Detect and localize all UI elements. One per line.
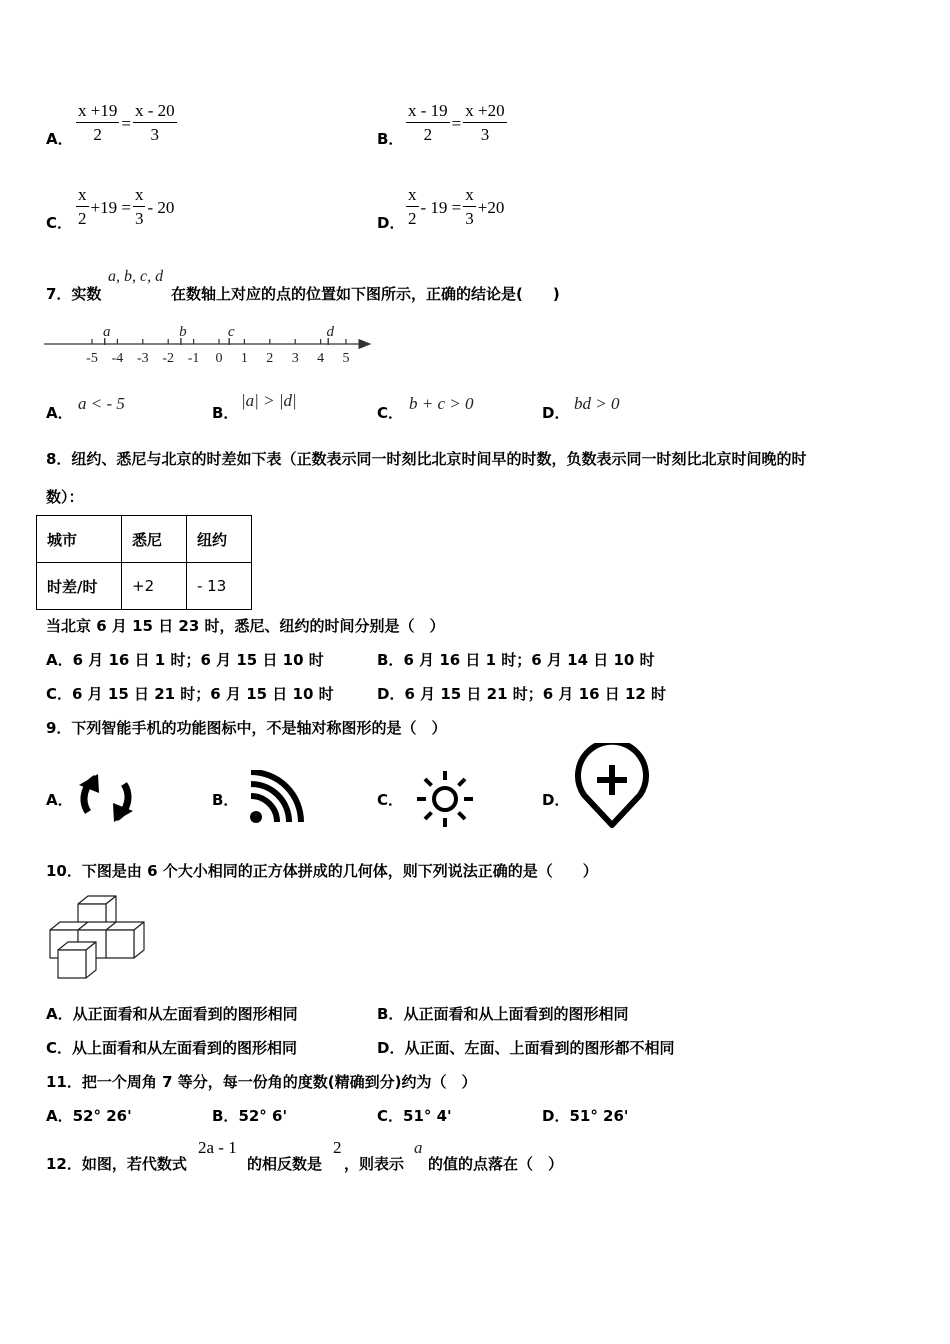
denominator: 2 xyxy=(78,209,87,228)
question-8-question: 当北京 6 月 15 日 23 时，悉尼、纽约的时间分别是（ ） xyxy=(46,617,445,635)
equals-sign: = xyxy=(121,113,131,133)
option-text: 52° 6' xyxy=(238,1107,288,1125)
equation-d xyxy=(406,184,504,231)
option-label: C． xyxy=(46,1039,73,1057)
number-line-tick-label: -1 xyxy=(187,351,200,366)
q7-option-a-label: A． xyxy=(46,404,73,422)
q10-option-d xyxy=(377,1037,674,1058)
option-label: B． xyxy=(212,1107,239,1125)
wifi-signal-icon xyxy=(246,770,304,830)
q11-option-b xyxy=(212,1105,287,1126)
option-label: C． xyxy=(377,1107,404,1125)
q7-option-b-label: B． xyxy=(212,404,239,422)
equals-sign: = xyxy=(451,113,462,133)
equation-a xyxy=(76,100,177,147)
option-text: 6 月 15 日 21 时；6 月 16 日 12 时 xyxy=(404,685,667,703)
question-7-prefix: 7．实数 xyxy=(46,285,102,303)
q10-option-c xyxy=(46,1037,297,1058)
q9-option-a-label: A． xyxy=(46,791,73,809)
number-line-tick-label: 3 xyxy=(291,351,299,366)
option-label: B． xyxy=(377,651,404,669)
option-b-label: B． xyxy=(377,130,404,148)
option-text: 6 月 16 日 1 时；6 月 14 日 10 时 xyxy=(403,651,655,669)
table-cell: +2 xyxy=(122,563,187,610)
q11-option-a xyxy=(46,1105,132,1126)
number-line-tick-label: -3 xyxy=(136,351,149,366)
option-c-label: C． xyxy=(46,214,73,232)
q7-option-c-math: b + c > 0 xyxy=(409,394,474,413)
q8-option-a xyxy=(46,649,324,670)
equation-b xyxy=(406,100,507,147)
numerator: x xyxy=(76,184,89,207)
number-line-point-label-d: d xyxy=(326,324,334,340)
number-line-tick-label: -5 xyxy=(86,351,98,366)
option-label: C． xyxy=(46,685,73,703)
option-text: 从正面看和从上面看到的图形相同 xyxy=(403,1005,629,1023)
expr-text: 2a - 1 xyxy=(198,1138,237,1157)
number-line-tick-label: 0 xyxy=(215,351,223,366)
question-12-var: a xyxy=(414,1138,423,1157)
question-8-stem-line2: 数）： xyxy=(46,488,84,506)
equation-c xyxy=(76,184,174,231)
equation-tail: - 20 xyxy=(147,197,175,217)
numerator: x +19 xyxy=(76,100,119,123)
question-12-mid: 的相反数是 xyxy=(247,1155,323,1173)
option-label: A． xyxy=(46,1107,73,1125)
question-7-vars: a, b, c, d xyxy=(108,268,164,285)
q10-option-b xyxy=(377,1003,628,1024)
q10-option-a xyxy=(46,1003,298,1024)
option-text: 从正面、左面、上面看到的图形都不相同 xyxy=(404,1039,675,1057)
add-location-icon xyxy=(574,743,650,831)
brightness-icon xyxy=(414,768,476,830)
option-text: 52° 26' xyxy=(72,1107,132,1125)
numerator: x - 20 xyxy=(133,100,177,123)
numerator: x +20 xyxy=(463,100,506,123)
option-label: A． xyxy=(46,1005,73,1023)
numerator: x - 19 xyxy=(406,100,450,123)
number-line-point-label-c: c xyxy=(227,324,235,340)
question-10-stem: 10．下图是由 6 个大小相同的正方体拼成的几何体，则下列说法正确的是（ ） xyxy=(46,862,598,880)
q8-option-b xyxy=(377,649,655,670)
q7-option-b-math: |a| > |d| xyxy=(241,391,297,410)
option-text: 6 月 15 日 21 时；6 月 15 日 10 时 xyxy=(72,685,334,703)
denominator: 3 xyxy=(465,209,474,228)
number-line-tick-label: 1 xyxy=(240,351,248,366)
number-line-tick-label: -2 xyxy=(162,351,175,366)
q7-option-d-math: bd > 0 xyxy=(574,394,620,413)
table-cell: 悉尼 xyxy=(122,516,187,563)
option-text: 从上面看和从左面看到的图形相同 xyxy=(72,1039,298,1057)
denominator: 2 xyxy=(408,209,417,228)
table-cell: 纽约 xyxy=(187,516,252,563)
q7-option-a-math: a < - 5 xyxy=(78,394,125,413)
option-a-label: A． xyxy=(46,130,73,148)
number-line-tick-label: 4 xyxy=(317,351,325,366)
time-difference-table xyxy=(36,515,252,610)
number-line-point-label-b: b xyxy=(179,324,187,340)
number-line-tick-label: -4 xyxy=(111,351,124,366)
q9-option-c-label: C． xyxy=(377,791,404,809)
refresh-icon xyxy=(74,766,138,830)
option-text: 6 月 16 日 1 时；6 月 15 日 10 时 xyxy=(72,651,324,669)
equation-middle: +19 = xyxy=(90,197,131,217)
number-line-tick-label: 2 xyxy=(266,351,274,366)
option-d-label: D． xyxy=(377,214,405,232)
table-header-row xyxy=(37,516,252,563)
denominator: 3 xyxy=(134,209,144,228)
option-label: D． xyxy=(542,1107,570,1125)
equation-middle: - 19 = xyxy=(420,197,462,217)
q8-option-d xyxy=(377,683,666,704)
denominator: 2 xyxy=(93,125,102,144)
question-12-expression xyxy=(198,1138,237,1158)
numerator: x xyxy=(406,184,419,207)
q7-option-d-label: D． xyxy=(542,404,570,422)
option-label: D． xyxy=(377,685,405,703)
number-line-tick-label: 5 xyxy=(342,351,350,366)
table-row xyxy=(37,563,252,610)
question-8-stem-line1: 8．纽约、悉尼与北京的时差如下表（正数表示同一时刻比北京时间早的时数，负数表示同一时刻比北京时间晚的时 xyxy=(46,450,807,468)
question-12-prefix: 12．如图，若代数式 xyxy=(46,1155,187,1173)
question-7-suffix: 在数轴上对应的点的位置如下图所示，正确的结论是( ) xyxy=(171,285,560,303)
question-11-stem: 11．把一个周角 7 等分，每一份角的度数(精确到分)约为（ ） xyxy=(46,1073,477,1091)
question-12-mid2: ，则表示 xyxy=(344,1155,405,1173)
option-text: 51° 4' xyxy=(403,1107,452,1125)
numerator: x xyxy=(133,184,146,207)
cube-figure xyxy=(44,892,154,988)
question-9-stem: 9．下列智能手机的功能图标中，不是轴对称图形的是（ ） xyxy=(46,719,447,737)
option-text: 从正面看和从左面看到的图形相同 xyxy=(72,1005,298,1023)
q8-option-c xyxy=(46,683,334,704)
option-label: D． xyxy=(377,1039,405,1057)
table-cell: 城市 xyxy=(37,516,122,563)
number-line xyxy=(40,318,380,374)
denominator: 3 xyxy=(150,125,160,144)
option-label: A． xyxy=(46,651,73,669)
question-12-value: 2 xyxy=(333,1138,342,1157)
number-line-point-label-a: a xyxy=(102,324,111,340)
q7-option-c-label: C． xyxy=(377,404,404,422)
option-text: 51° 26' xyxy=(569,1107,629,1125)
option-label: B． xyxy=(377,1005,404,1023)
equation-tail: +20 xyxy=(477,197,505,217)
table-cell: 时差/时 xyxy=(37,563,122,610)
table-cell: - 13 xyxy=(187,563,252,610)
q9-option-b-label: B． xyxy=(212,791,239,809)
q11-option-d xyxy=(542,1105,629,1126)
q11-option-c xyxy=(377,1105,452,1126)
question-12-suffix: 的值的点落在（ ） xyxy=(428,1155,564,1173)
denominator: 2 xyxy=(423,125,433,144)
denominator: 3 xyxy=(480,125,490,144)
numerator: x xyxy=(463,184,476,207)
q9-option-d-label: D． xyxy=(542,791,570,809)
